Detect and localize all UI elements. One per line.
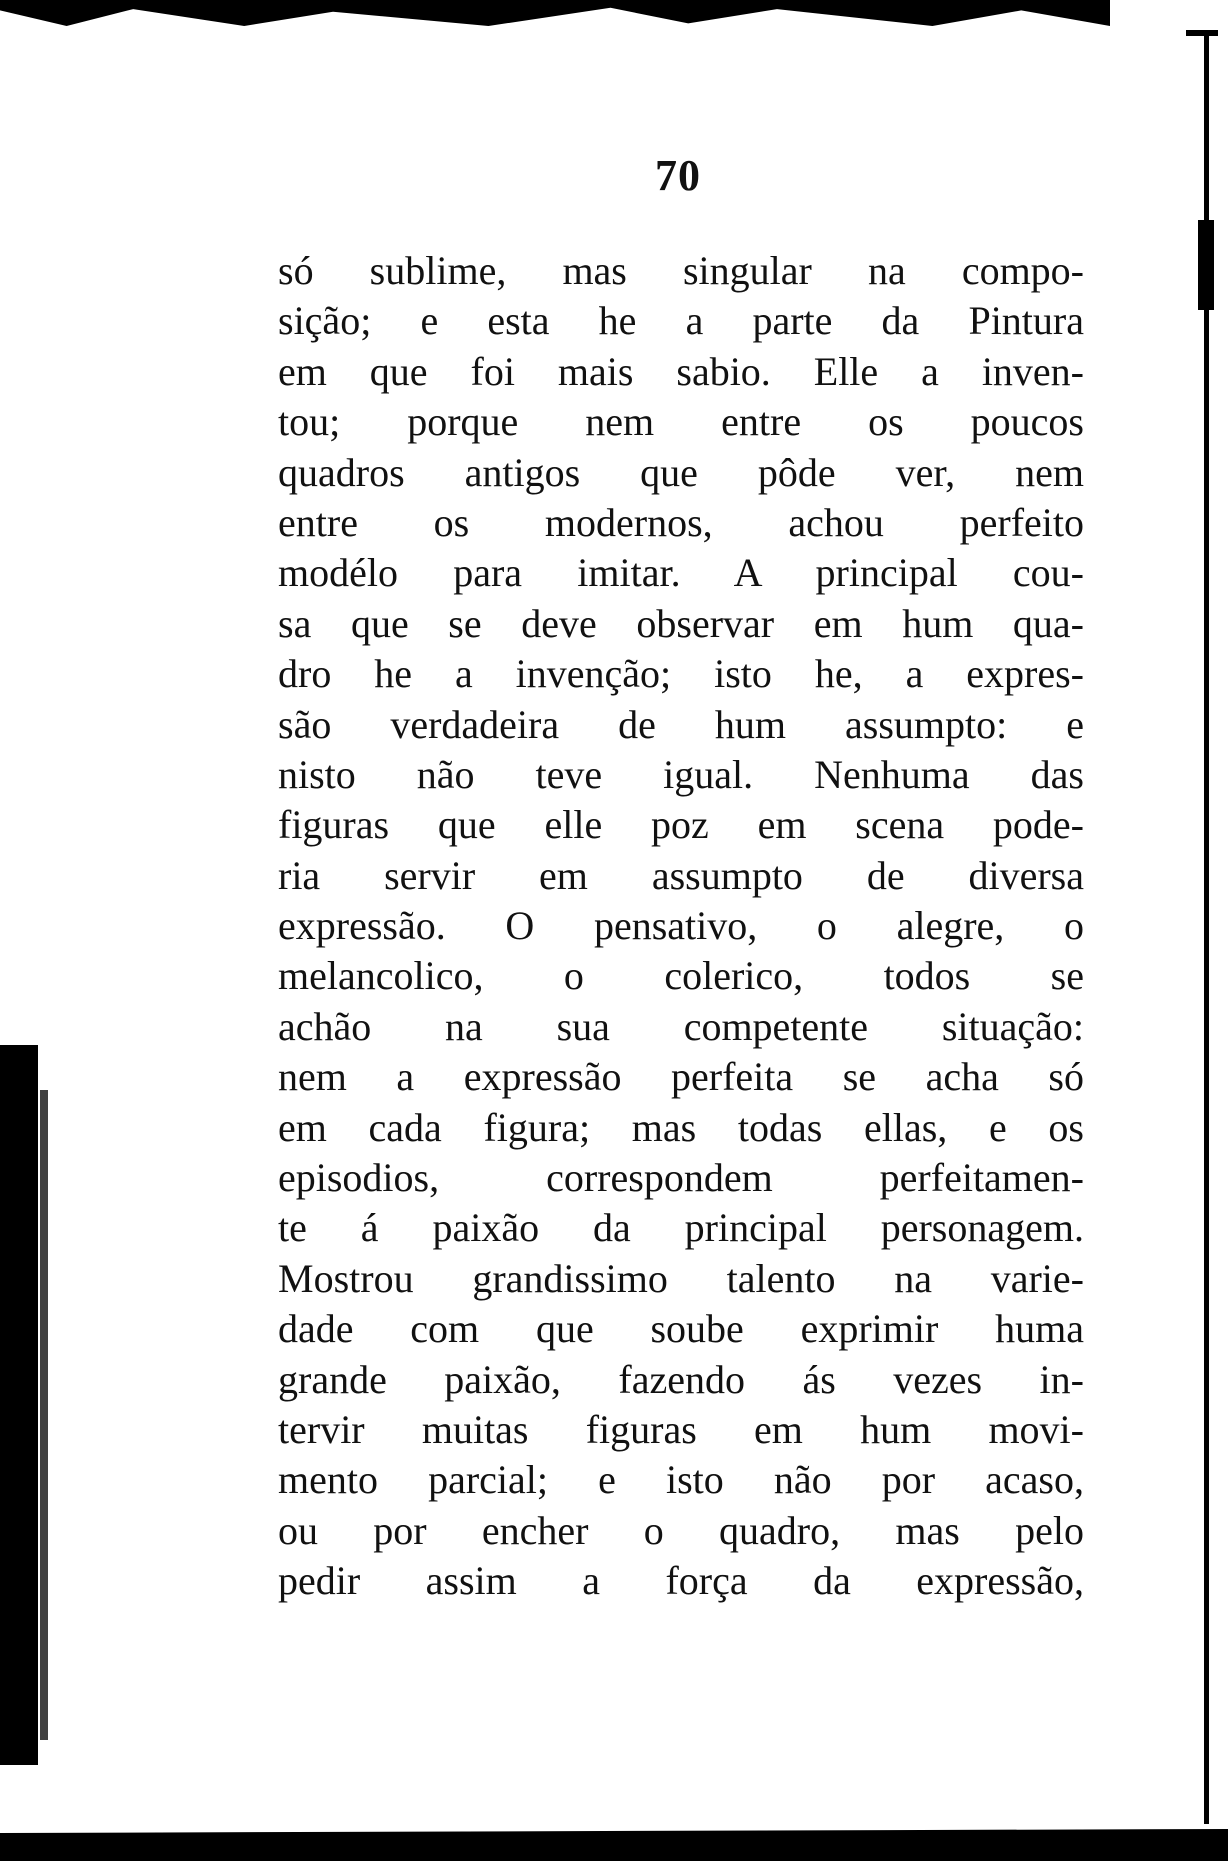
text-line: ria servir em assumpto de diversa: [278, 852, 1084, 898]
text-line: achão na sua competente situação:: [278, 1003, 1084, 1049]
text-line: mento parcial; e isto não por acaso,: [278, 1457, 1084, 1503]
text-line: pedir assim a força da expressão,: [278, 1558, 1084, 1604]
scan-right-notch: [1186, 30, 1218, 36]
text-line: são verdadeira de hum assumpto: e: [278, 701, 1084, 747]
text-line: ou por encher o quadro, mas pelo: [278, 1507, 1084, 1553]
text-line: te á paixão da principal personagem.: [278, 1205, 1084, 1251]
text-line: expressão. O pensativo, o alegre, o: [278, 903, 1084, 949]
scan-left-spine: [0, 1045, 38, 1765]
scan-right-tab: [1198, 220, 1214, 310]
text-line: episodios, correspondem perfeitamen-: [278, 1155, 1084, 1201]
text-line: grande paixão, fazendo ás vezes in-: [278, 1356, 1084, 1402]
text-line: em cada figura; mas todas ellas, e os: [278, 1104, 1084, 1150]
text-line: melancolico, o colerico, todos se: [278, 953, 1084, 999]
text-line: dade com que soube exprimir huma: [278, 1306, 1084, 1352]
text-line: quadros antigos que pôde ver, nem: [278, 449, 1084, 495]
text-line: sição; e esta he a parte da Pintura: [278, 298, 1084, 344]
text-line: dro he a invenção; isto he, a expres-: [278, 651, 1084, 697]
scan-bottom-edge: [0, 1821, 1228, 1861]
text-line: tou; porque nem entre os poucos: [278, 399, 1084, 445]
text-line: só sublime, mas singular na compo-: [278, 248, 1084, 293]
text-line: nisto não teve igual. Nenhuma das: [278, 751, 1084, 797]
scan-left-spine-shadow: [40, 1090, 48, 1740]
text-line: nem a expressão perfeita se acha só: [278, 1054, 1084, 1100]
page-number: 70: [655, 151, 701, 200]
text-line: tervir muitas figuras em hum movi-: [278, 1406, 1084, 1452]
text-line: modélo para imitar. A principal cou-: [278, 550, 1084, 596]
text-line: figuras que elle poz em scena pode-: [278, 802, 1084, 848]
body-text: [278, 246, 1084, 1607]
text-line: Mostrou grandissimo talento na varie-: [278, 1255, 1084, 1301]
text-line: em que foi mais sabio. Elle a inven-: [278, 348, 1084, 394]
scan-top-edge: [0, 0, 1110, 26]
text-line: sa que se deve observar em hum qua-: [278, 600, 1084, 646]
text-line: entre os modernos, achou perfeito: [278, 499, 1084, 545]
